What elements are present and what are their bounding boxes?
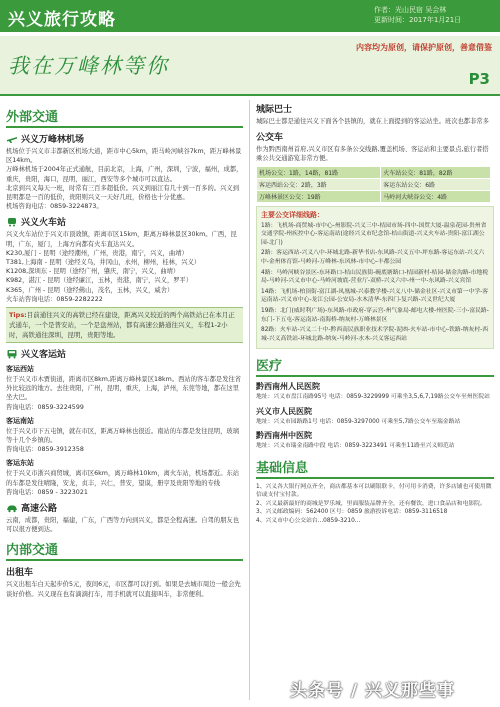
bus-line-1: 1路：飞机场-商贸城-市中心-州影院-兴义三中-桔园市场-四中-国贸大厦-温泉花园-贵州省交通学院-州疾控中心-客运南站(途经兴义市纪念馆-桔山街道-兴义火车站-贵阳-富江湖公园-北门) — [261, 222, 487, 246]
bus-line-14: 14路：飞机场-柏顶街-富江湖-凤凰城-兴泰教学楼-兴义八中-储金社区-兴义市第一中学-客运南站-兴义市中心-龙江公园-公安局-水木清华-东四门-复兴路-兴义世纪大厦 — [261, 288, 489, 304]
column-divider — [249, 100, 250, 700]
highway-text: 云南，成都，贵阳，福建，广东，广西等方向到兴义，都是全程高速。自驾的朋友也可以很方便到达。 — [6, 517, 239, 534]
hospital-3-name: 黔西南州中医院 — [256, 431, 312, 441]
hospital-2-name: 兴义市人民医院 — [256, 406, 312, 416]
hospital-2-addr: 地址：兴义市园路路1号 电话：0859-3297000 可乘坐5,7路公交车至瑞金路站 — [256, 418, 461, 425]
right-column — [256, 102, 494, 525]
highway-heading — [6, 501, 243, 514]
subheader-band — [0, 36, 500, 96]
south-station-desc: 位于兴义市下五屯镇，就在市区，距离万峰林也很近。南站的车都是发往昆明，玻璃等十几个乡镇的。 — [6, 427, 239, 445]
headline: 我在万峰林等你 — [8, 54, 169, 78]
highway-title: 高速公路 — [21, 504, 58, 515]
table-cell: 机场公交：1路，14路，81路 — [257, 166, 381, 178]
medical-title: 医疗 — [256, 355, 494, 377]
table-row — [257, 190, 491, 202]
airport-text-3: 北京到兴义每天一班，时常有三百多超低价。兴义到丽江有几十到一百多的。兴义到昆明都是一百的低价，贵阳则兴义一天好几班，价格也十分优惠。 — [6, 184, 239, 202]
basic-info-3: 3、兴义邮政编码：562400 区号：0859 旅游投诉电话：0859-3116518 — [256, 509, 448, 516]
train-text-1: 兴义火车站位于兴义市顶效镇，距离市区15km，距离万峰林景区30km。广西，昆明，广东，厦门，上海方向都有火车直达兴义。 — [6, 231, 237, 248]
train-route-1: K230,厦门 - 昆明（途经潮州，广州，贵港，南宁，兴义，曲靖） — [6, 249, 188, 257]
page-number: P3 — [468, 70, 490, 88]
taxi-text: 兴义出租车白天起步价5元，夜间6元，市区都可以打到。如果是去城市周边一般会先谈好价格。兴义现在也有滴滴打车，用手机就可以直接叫车，非常便利。 — [6, 581, 241, 598]
guide-title: 兴义旅行攻略 — [8, 10, 116, 30]
plane-icon — [6, 134, 18, 144]
train-title: 兴义火车站 — [21, 218, 67, 229]
train-route-2: T381,上海南 - 昆明（途经义乌，井冈山，永州，柳州，桂林，兴义） — [6, 259, 201, 267]
date-line: 更新时间：2017年1月21日 — [374, 16, 462, 24]
coach-title: 兴义客运站 — [21, 350, 67, 361]
external-transport-title: 外部交通 — [6, 106, 243, 128]
tips-box — [6, 307, 243, 343]
bus-line-2: 2路：客运西站-兴义八中-环城北路-新华书店-东风路-兴义五中-坪东路-客运东站-兴义六中-金州体育馆-马岭河-万峰林-东风林-市中心-丰都公园 — [261, 250, 485, 265]
bus-line-82: 82路：火车站-兴义二十中-黔西南民族职业技术学院-泥凼-火车站-市中心-铁路-纳灰村-西城-兴义高铁站-环城北路-纳灰-马岭河-水木-兴义客运西站 — [261, 327, 489, 342]
train-phone: 火车站咨询电话：0859-2282222 — [6, 295, 103, 303]
south-station-title: 客运南站 — [6, 416, 34, 425]
taxi-title: 出租车 — [6, 568, 34, 579]
airport-text-1: 机场位于兴义市丰都新区机场大道，距市中心5km，距马岭河峡谷7km，距万峰林景区14km。 — [6, 148, 242, 165]
table-row — [257, 178, 491, 190]
airport-title: 兴义万峰林机场 — [21, 135, 85, 145]
table-cell: 客运西站公交：2路，3路 — [257, 178, 381, 190]
table-cell: 万峰林景区公交：19路 — [257, 190, 381, 202]
table-cell: 火车站公交：81路，82路 — [381, 166, 491, 178]
author-line: 作者：光山民宿 吴会林 — [374, 6, 447, 14]
airport-text-2: 万峰林机场于2004年正式通航，目前北京，上海，广州，深圳，宁波，福州，成都，重庆，贵阳，海口，昆明，丽江，西安等多个城市可以直达。 — [6, 166, 243, 183]
hospital-3-addr: 地址：兴义市瑞金南路中段 电话：0859-3223491 可乘坐11路至兴义师范站 — [256, 443, 455, 450]
basic-info-1: 1、兴义各大银行网点齐全，商店都基本可以刷银联卡，付可用卡消费，许多店铺也可使用微信或支付宝付款。 — [256, 483, 492, 499]
train-route-4: K982，湛江 - 昆明（途经廉江，玉林，贵港，南宁，兴义，罗平） — [6, 277, 193, 285]
top-banner — [0, 0, 500, 32]
watermark: 头条号 / 兴义那些事 — [290, 681, 456, 701]
bus-lines-box — [256, 206, 494, 350]
public-bus-title: 公交车 — [256, 133, 284, 144]
tips-label: Tips: — [9, 311, 27, 320]
west-station-desc: 位于兴义市木贾街道，距离市区8km,距离万峰林景区18km。西站的客车都是发往省外比较远的地方。去往贵阳，广州，昆明，重庆，上海，泸州，东莞等地，都在这里坐大巴。 — [6, 376, 242, 402]
author-meta — [374, 5, 494, 25]
bus-line-4: 4路：马岭河峡谷景区-东环路口-桔山民族街-碗底塘路口-桔园新村-桔园-储金沟路-市地税局-马岭河-兴义市中心-马岭河坡底-营业厅-双桥-兴义六中-州一中-东风路-兴义宾馆 — [261, 269, 489, 285]
bus-lines-title: 主要公交详细线路： — [261, 210, 324, 219]
table-row — [257, 166, 491, 178]
bus-line-19: 19路：北门(威时利广场)-东风路-市政府-穿云宫-州气象局-邮电大楼-州医院-三小-富民路-东门-下五屯-客运南站-南海桥-纳灰村-万峰林景区 — [261, 307, 489, 323]
west-station-title: 客运西站 — [6, 365, 34, 374]
table-cell: 客运东站公交：6路 — [381, 178, 491, 190]
train-route-5: K365，广州 - 昆明（途经佛山，茂名，玉林，兴义，威舍） — [6, 286, 174, 294]
train-icon — [6, 217, 18, 227]
basic-info-4: 4、兴义市中心公交站台...0859-3210... — [256, 517, 361, 524]
east-station-desc: 位于兴义市浙兴商贸城，离市区6km，离万峰林10km，离火车站，机场都近。东站的车都是发往晴隆，安龙，贞丰，兴仁，普安，望谟，册亨及贵阳等地的专线 — [6, 470, 240, 487]
hospital-1-name: 黔西南州人民医院 — [256, 382, 320, 392]
east-station-title: 客运东站 — [6, 459, 34, 468]
airport-heading — [6, 132, 243, 145]
bus-icon — [6, 349, 18, 359]
basic-info-title: 基础信息 — [256, 457, 494, 479]
hospital-1-addr: 地址：兴义市盘江南路95号 电话：0859-3229999 可乘坐3,5,6,7,19路公交车至州医院站 — [256, 394, 490, 401]
city-bus-title: 城际巴士 — [256, 105, 293, 115]
bus-summary-table — [256, 166, 491, 203]
west-station-phone: 咨询电话：0859-3224599 — [6, 403, 84, 411]
copyright-notice: 内容均为原创，请保护原创，善意借鉴 — [356, 43, 492, 52]
internal-transport-title: 内部交通 — [6, 539, 243, 561]
left-column — [6, 106, 243, 599]
south-station-phone: 咨询电话：0859-3912358 — [6, 446, 84, 454]
basic-info-2: 2、兴义最新最好的商城是罗乐城，里面服装品牌齐全，还有餐饮，进口食品店和电影院。 — [256, 500, 486, 507]
train-route-3: K1208,深圳东 - 昆明（途经广州，肇庆，南宁，兴义，曲靖） — [6, 268, 180, 276]
coach-heading — [6, 347, 243, 360]
east-station-phone: 咨询电话：0859 - 3223021 — [6, 488, 88, 496]
car-icon — [6, 503, 18, 513]
tips-text: 目前通往兴义的高铁已经在建设，距离兴义较近的两个高铁站已在本月正式通车，一个是普安站，一个是盘州站，都有高速公路通往兴义，车程1-2小时，高铁通往深圳，昆明，贵阳等地。 — [9, 311, 235, 340]
train-heading — [6, 215, 243, 228]
city-bus-text: 城际巴士都是通往兴义下面各个县镇的，就在上面提到的客运站坐。班次也都非常多 — [256, 118, 489, 125]
public-bus-text: 作为黔西南州首府,兴义市区有多条公交线路,覆盖机场、客运站和主要景点,旅行者搭乘公共交通游览非常方便。 — [256, 146, 489, 163]
table-cell: 马岭河大峡谷公交：4路 — [381, 190, 491, 202]
airport-phone: 机场咨询电话：0859-3224873。 — [6, 203, 103, 211]
